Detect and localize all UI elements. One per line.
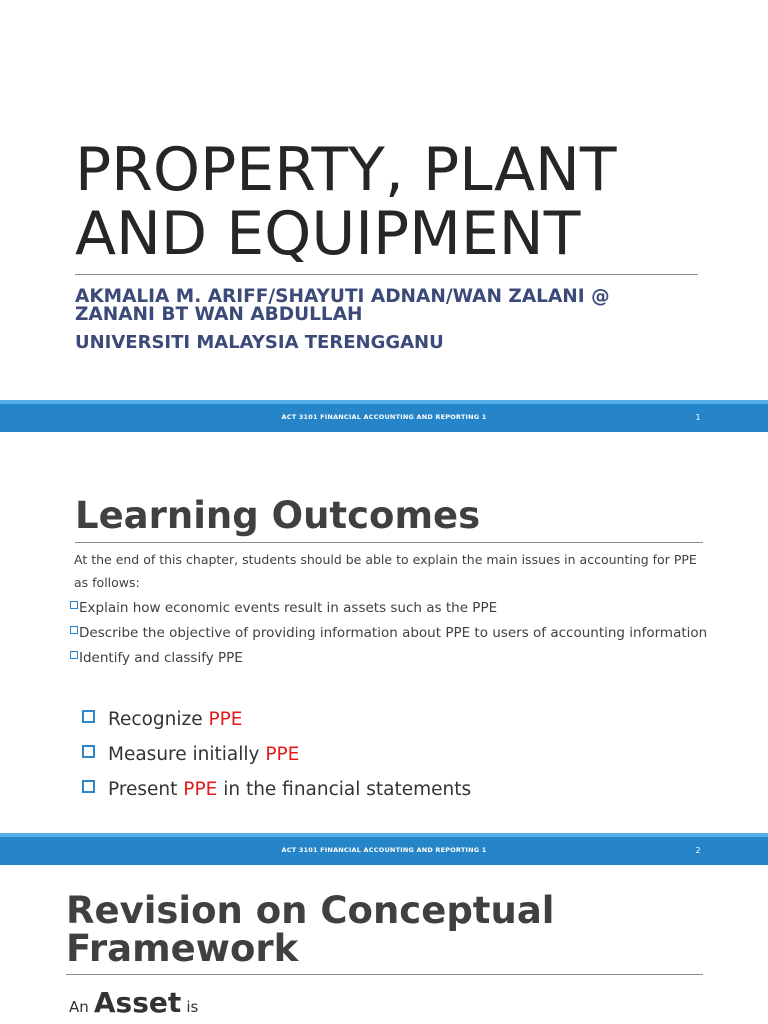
title-divider bbox=[75, 274, 698, 275]
slide-heading: Learning Outcomes bbox=[75, 494, 481, 537]
list-item: Recognize PPE bbox=[82, 702, 471, 737]
slide-2 bbox=[0, 432, 768, 832]
slide-heading: Revision on Conceptual Framework bbox=[66, 889, 555, 970]
slide-number: 2 bbox=[695, 846, 701, 855]
list-item: Describe the objective of providing information about PPE to users of accounting information bbox=[70, 621, 710, 646]
authors: AKMALIA M. ARIFF/SHAYUTI ADNAN/WAN ZALANI @ ZANANI BT WAN ABDULLAH bbox=[75, 286, 610, 325]
list-item: Identify and classify PPE bbox=[70, 646, 710, 671]
checkbox-bullet-icon bbox=[82, 745, 95, 758]
footer-course: ACT 3101 FINANCIAL ACCOUNTING AND REPORTING 1 bbox=[281, 413, 487, 421]
checkbox-bullet-icon bbox=[82, 780, 95, 793]
list-item: Explain how economic events result in assets such as the PPE bbox=[70, 596, 710, 621]
heading-divider bbox=[75, 542, 703, 543]
asset-definition: An Asset is bbox=[69, 986, 199, 1019]
university: UNIVERSITI MALAYSIA TERENGGANU bbox=[75, 332, 444, 353]
slide-title: PROPERTY, PLANT AND EQUIPMENT bbox=[75, 135, 617, 269]
list-item: Measure initially PPE bbox=[82, 737, 471, 772]
slide-2-footer bbox=[0, 833, 768, 865]
learning-outcomes-list bbox=[70, 596, 710, 671]
checkbox-bullet-icon bbox=[70, 626, 78, 634]
checkbox-bullet-icon bbox=[70, 601, 78, 609]
slide-number: 1 bbox=[695, 413, 701, 422]
slide-1-footer bbox=[0, 400, 768, 432]
list-item: Present PPE in the financial statements bbox=[82, 772, 471, 807]
footer-course: ACT 3101 FINANCIAL ACCOUNTING AND REPORTING 1 bbox=[281, 846, 487, 854]
key-outcomes-list bbox=[82, 702, 471, 807]
slide-3 bbox=[0, 866, 768, 1024]
checkbox-bullet-icon bbox=[82, 710, 95, 723]
slide-1 bbox=[0, 0, 768, 400]
checkbox-bullet-icon bbox=[70, 651, 78, 659]
heading-divider bbox=[66, 974, 703, 975]
intro-text: At the end of this chapter, students should be able to explain the main issues in accounting for PPE as follows: bbox=[74, 552, 697, 590]
